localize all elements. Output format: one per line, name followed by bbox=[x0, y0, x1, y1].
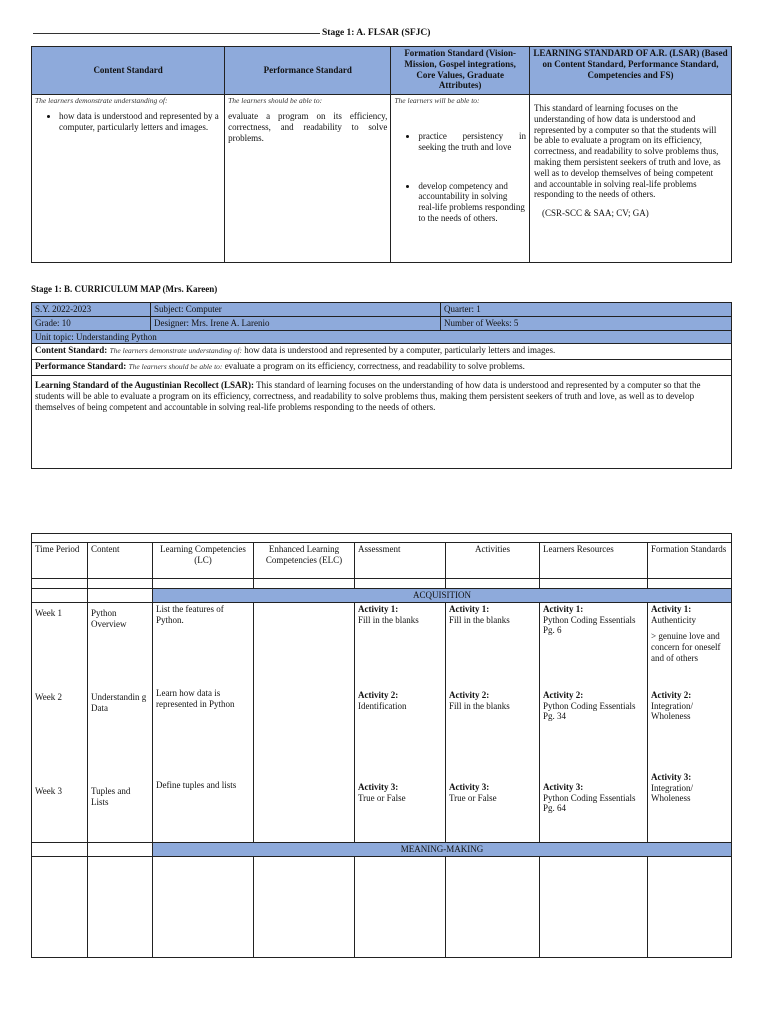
formation-note: > genuine love and concern for oneself and of others bbox=[651, 631, 721, 663]
header-content: Content bbox=[88, 543, 153, 579]
lsar-row bbox=[32, 376, 732, 469]
content-topic: Understandin g Data bbox=[91, 691, 147, 713]
week-label: Week 2 bbox=[35, 691, 63, 702]
formation-value: Integration/ Wholeness bbox=[651, 782, 693, 804]
assessment-type: Fill in the blanks bbox=[358, 614, 419, 625]
lc-cell bbox=[153, 602, 254, 842]
formation-standard-cell bbox=[391, 95, 530, 263]
lsar-code: (CSR-SCC & SAA; CV; GA) bbox=[541, 208, 649, 219]
cs-text: how data is understood and represented by a computer, particularly letters and images. bbox=[244, 345, 556, 356]
meaning-making-banner: MEANING-MAKING bbox=[153, 842, 732, 856]
content-cell bbox=[88, 602, 153, 842]
school-year: S.Y. 2022-2023 bbox=[32, 303, 151, 317]
activity-type: Fill in the blanks bbox=[449, 700, 510, 711]
formation-title: Activity 1: bbox=[651, 603, 692, 614]
formation-title: Activity 2: bbox=[651, 689, 692, 700]
header-performance-standard: Performance Standard bbox=[225, 47, 391, 95]
formation-item: • practice persistency in seeking the truth and love bbox=[418, 131, 526, 153]
content-intro: The learners demonstrate understanding of: bbox=[35, 96, 168, 105]
performance-text: evaluate a program on its efficiency, correctness, and readability to solve problems. bbox=[228, 111, 388, 143]
cs-intro: The learners demonstrate understanding of: bbox=[109, 346, 243, 356]
resource-page: Pg. 6 bbox=[543, 625, 562, 636]
stage1b-title: Stage 1: B. CURRICULUM MAP (Mrs. Kareen) bbox=[31, 284, 218, 294]
resource-name: Python Coding Essentials bbox=[543, 614, 636, 625]
quarter: Quarter: 1 bbox=[441, 303, 732, 317]
assessment-cell bbox=[355, 602, 446, 842]
resource-title: Activity 3: bbox=[543, 781, 584, 792]
assessment-title: Activity 3: bbox=[358, 781, 399, 792]
activities-cell bbox=[446, 602, 540, 842]
week-label: Week 1 bbox=[35, 607, 63, 618]
competency: Define tuples and lists bbox=[156, 779, 237, 790]
stage1a-title-line bbox=[33, 33, 320, 34]
designer: Designer: Mrs. Irene A. Larenio bbox=[151, 316, 441, 330]
resource-page: Pg. 64 bbox=[543, 803, 567, 814]
header-learning-competencies: Learning Competencies (LC) bbox=[153, 543, 254, 579]
resource-title: Activity 1: bbox=[543, 603, 584, 614]
header-formation-standard: Formation Standard (Vision-Mission, Gospel integrations, Core Values, Graduate Attributes) bbox=[391, 47, 530, 95]
assessment-type: Identification bbox=[358, 700, 407, 711]
formation-cell bbox=[648, 602, 732, 842]
unit-topic: Unit topic: Understanding Python bbox=[32, 330, 732, 344]
number-of-weeks: Number of Weeks: 5 bbox=[441, 316, 732, 330]
header-time-period: Time Period bbox=[32, 543, 88, 579]
activity-title: Activity 2: bbox=[449, 689, 490, 700]
header-formation-standards: Formation Standards bbox=[648, 543, 732, 579]
weeks-row bbox=[32, 602, 732, 842]
competency: List the features of Python. bbox=[156, 603, 224, 625]
time-period-cell bbox=[32, 602, 88, 842]
resource-title: Activity 2: bbox=[543, 689, 584, 700]
competency: Learn how data is represented in Python bbox=[156, 687, 235, 709]
ls-text: This standard of learning focuses on the understanding of how data is understood and represented by a computer so that the students will be able to evaluate a program on its efficiency, correctness, and readability to solve problems thus, making them persistent seekers of truth and love, as well as to develop themselves of being competent and accountable in solving real-life problems responding to the needs of others. bbox=[35, 380, 701, 412]
performance-standard-cell bbox=[225, 95, 391, 263]
acquisition-banner: ACQUISITION bbox=[153, 589, 732, 603]
cs-label: Content Standard: bbox=[35, 345, 108, 356]
elc-cell bbox=[254, 602, 355, 842]
resource-page: Pg. 34 bbox=[543, 711, 567, 722]
header-lsar: LEARNING STANDARD OF A.R. (LSAR) (Based on Content Standard, Performance Standard, Competencies and FS) bbox=[529, 47, 731, 95]
formation-title: Activity 3: bbox=[651, 771, 692, 782]
grade: Grade: 10 bbox=[32, 316, 151, 330]
resources-cell bbox=[540, 602, 648, 842]
header-assessment: Assessment bbox=[355, 543, 446, 579]
flsar-table bbox=[31, 46, 732, 263]
formation-intro: The learners will be able to: bbox=[394, 96, 480, 105]
lsar-text: This standard of learning focuses on the understanding of how data is understood and represented by a computer so that the students will be able to evaluate a program on its efficiency, correctness, and readability to solve problems thus, making them persistent seekers of truth and love, as well as to develop themselves of being competent and accountable in solving real-life problems responding to the needs of others. bbox=[533, 103, 721, 200]
formation-value: Authenticity bbox=[651, 614, 696, 625]
activity-type: Fill in the blanks bbox=[449, 614, 510, 625]
stage1a-title: Stage 1: A. FLSAR (SFJC) bbox=[322, 28, 431, 38]
assessment-title: Activity 2: bbox=[358, 689, 399, 700]
resource-name: Python Coding Essentials bbox=[543, 792, 636, 803]
content-topic: Tuples and Lists bbox=[91, 785, 131, 807]
lsar-cell bbox=[529, 95, 731, 263]
content-item: • how data is understood and represented by a computer, particularly letters and images. bbox=[59, 111, 221, 133]
content-standard-cell bbox=[32, 95, 225, 263]
ps-text: evaluate a program on its efficiency, correctness, and readability to solve problems. bbox=[224, 361, 525, 372]
formation-value: Integration/ Wholeness bbox=[651, 700, 693, 722]
activity-type: True or False bbox=[449, 792, 497, 803]
content-topic: Python Overview bbox=[91, 607, 127, 629]
ls-label: Learning Standard of the Augustinian Recollect (LSAR): bbox=[35, 380, 255, 391]
assessment-type: True or False bbox=[358, 792, 406, 803]
ps-intro: The learners should be able to: bbox=[128, 362, 223, 372]
header-enhanced-competencies: Enhanced Learning Competencies (ELC) bbox=[254, 543, 355, 579]
ps-label: Performance Standard: bbox=[35, 361, 127, 372]
performance-intro: The learners should be able to: bbox=[228, 96, 323, 105]
activity-title: Activity 3: bbox=[449, 781, 490, 792]
week-label: Week 3 bbox=[35, 785, 63, 796]
performance-standard-row bbox=[32, 360, 732, 376]
resource-name: Python Coding Essentials bbox=[543, 700, 636, 711]
assessment-title: Activity 1: bbox=[358, 603, 399, 614]
header-activities: Activities bbox=[446, 543, 540, 579]
map-top-row bbox=[32, 534, 732, 543]
curriculum-map-info-table bbox=[31, 302, 732, 469]
curriculum-map-table bbox=[31, 533, 732, 958]
header-learners-resources: Learners Resources bbox=[540, 543, 648, 579]
formation-item: • develop competency and accountability in solving real-life problems responding to the needs of others. bbox=[418, 181, 526, 224]
subject: Subject: Computer bbox=[151, 303, 441, 317]
header-content-standard: Content Standard bbox=[32, 47, 225, 95]
content-standard-row bbox=[32, 344, 732, 360]
meaning-making-row bbox=[32, 856, 732, 957]
activity-title: Activity 1: bbox=[449, 603, 490, 614]
